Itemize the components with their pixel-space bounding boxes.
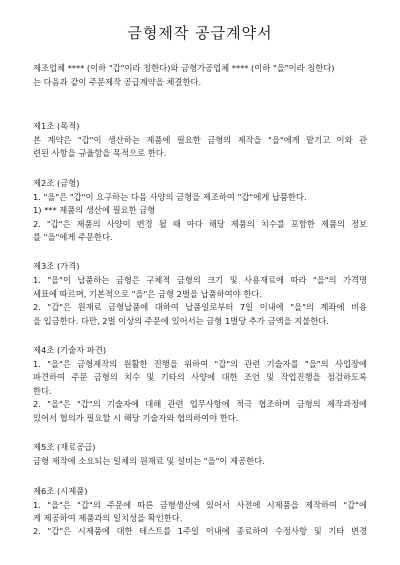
article-2 <box>33 177 367 245</box>
article-6 <box>33 485 367 539</box>
article-heading: 제6조 (시제품) <box>33 485 88 496</box>
article-line: 본 계약은 "갑"이 생산하는 제품에 필요한 금형의 제작을 "을"에게 맡기고 이와 관 <box>33 135 367 145</box>
article-line: 2. "갑"은 시제품에 대한 테스트를 1주일 이내에 종료하여 수정사항 및 기타 변경 <box>33 526 367 537</box>
article-line: 을 입금한다. 다만, 2벌 이상의 주문에 있어서는 금형 1벌당 추가 금액을 지불한다. <box>33 315 329 326</box>
article-heading: 제2조 (금형) <box>33 177 80 188</box>
article-5 <box>33 441 367 468</box>
article-3 <box>33 260 367 328</box>
article-1 <box>33 120 367 161</box>
intro-line: 는 다음과 같이 주문제작 공급계약을 체결한다. <box>33 77 202 87</box>
article-4 <box>33 344 367 425</box>
article-line: 2. "갑"은 원재료 금형납품에 대하여 납품일로부터 7일 이내에 "을"의 계좌에 비용 <box>33 302 367 313</box>
article-line: 련된 사항을 규율함을 목적으로 한다. <box>33 148 167 159</box>
article-line: 파견하여 주문 금형의 치수 및 기타의 사양에 대한 조언 및 작업진행을 점검하도록 <box>33 372 367 383</box>
article-heading: 제1조 (목적) <box>33 121 80 131</box>
article-line: 있어서 협의가 필요할 시 해당 기술자와 협의하여야 한다. <box>33 412 239 423</box>
article-heading: 제5조 (재료공급) <box>33 442 96 453</box>
document-title: 금형제작 공급계약서 <box>127 24 273 42</box>
article-line: 세표에 따르며, 기본적으로 "을"은 금형 2벌을 납품하여야 한다. <box>33 288 263 299</box>
article-line: 금형 제작에 소요되는 일체의 원재료 및 설비는 "을"이 제공한다. <box>33 456 265 467</box>
article-line: 1. "을"은 "갑"의 주문에 따른 금형생산에 있어서 사전에 시제품을 제작하여 "갑"에 <box>33 499 367 510</box>
article-line: 1. "을"은 "갑"이 요구하는 다음 사양의 금형을 제조하여 "갑"에게 납품한다. <box>33 191 307 202</box>
article-line: 1) *** 제품의 생산에 필요한 금형 <box>33 205 156 216</box>
article-line: 게 제공하여 제품과의 일치성을 확인한다. <box>33 512 183 523</box>
intro-paragraph <box>33 61 367 89</box>
article-line: 한다. <box>33 385 52 396</box>
article-line: 1. "을"이 납품하는 금형은 구체적 금형의 크기 및 사용재료에 따라 "을"의 가격명 <box>33 275 367 286</box>
article-heading: 제3조 (가격) <box>33 261 80 272</box>
intro-line: 제조업체 **** (이하 "갑"이라 칭한다)와 금형가공업체 **** (이하 "을"이라 칭한다) <box>33 63 335 73</box>
article-line: 를 "을"에게 주문한다. <box>33 232 113 243</box>
article-line: 2. "을"은 "갑"의 기술자에 대해 관련 업무사항에 적극 협조하며 금형의 제작과정에 <box>33 399 367 410</box>
article-line: 1. "을"은 금형제작의 원활한 진행을 위하여 "갑"의 관련 기술자를 "을"의 사업장에 <box>33 359 367 370</box>
article-line: 2. "갑"은 제품의 사양이 변경 될 때 마다 해당 제품의 치수를 포함한 제품의 정보 <box>33 218 367 229</box>
article-heading: 제4조 (기술자 파견) <box>33 345 107 356</box>
